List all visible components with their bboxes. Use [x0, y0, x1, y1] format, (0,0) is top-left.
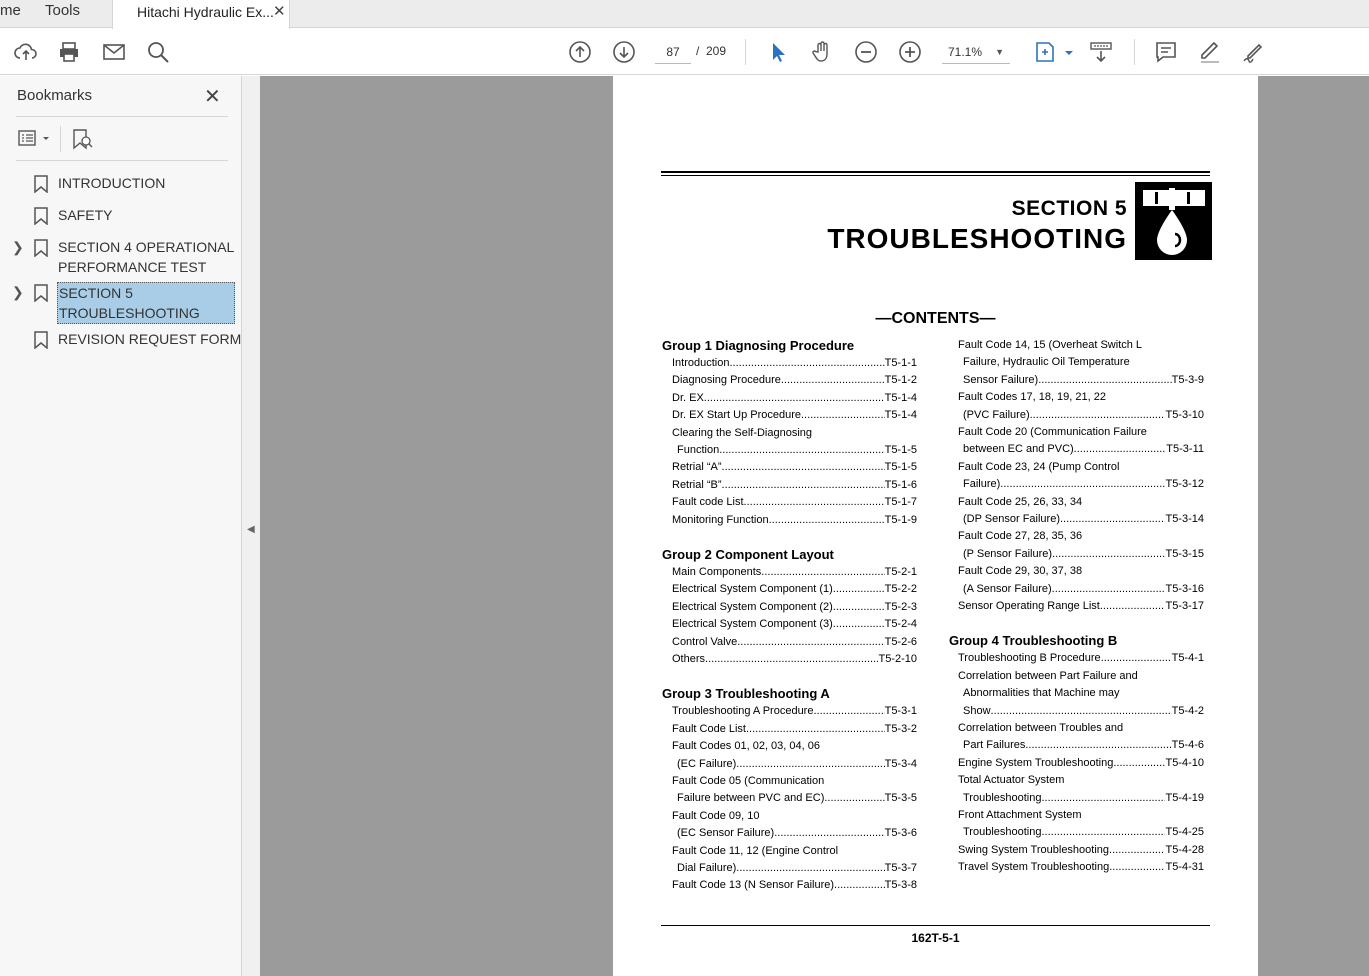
toc-leader-dots	[1101, 651, 1172, 665]
toc-entry[interactable]	[672, 495, 917, 509]
toc-page-ref: T5-3-4	[884, 757, 917, 770]
divider	[16, 116, 228, 117]
toc-leader-dots	[722, 460, 885, 474]
toc-entry-text: Fault Code 11, 12 (Engine Control	[672, 844, 839, 857]
chevron-right-icon[interactable]: ❯	[12, 284, 24, 300]
toc-entry-text: Fault Code 09, 10	[672, 809, 760, 822]
toc-page-ref: T5-4-28	[1165, 843, 1204, 856]
bookmark-icon	[34, 331, 48, 349]
divider	[60, 126, 61, 152]
toc-entry[interactable]	[958, 599, 1204, 613]
toc-entry-text: (EC Failure)	[677, 757, 737, 770]
toc-leader-dots	[761, 565, 884, 579]
bookmarks-title: Bookmarks	[17, 87, 93, 104]
toc-entry-text: Show	[963, 704, 991, 717]
tab-document-label: Hitachi Hydraulic Ex...	[137, 4, 274, 20]
toc-entry[interactable]	[672, 356, 917, 370]
toc-entry-text: Electrical System Component (2)	[672, 600, 833, 613]
toc-entry-text: (DP Sensor Failure)	[963, 513, 1060, 525]
add-bookmark-icon[interactable]	[71, 128, 93, 150]
toc-leader-dots	[833, 582, 885, 596]
toc-entry-text: Troubleshooting	[963, 791, 1042, 804]
toc-leader-dots	[705, 652, 878, 666]
toc-leader-dots	[824, 791, 884, 805]
toc-page-ref: T5-4-6	[1171, 739, 1204, 752]
bookmark-options-icon[interactable]	[17, 128, 51, 150]
toc-entry-text: Troubleshooting	[963, 826, 1042, 839]
toc-page-ref: T5-3-8	[884, 879, 917, 892]
bookmark-item-introduction[interactable]	[0, 173, 242, 197]
toc-group-title: Group 1 Diagnosing Procedure	[662, 338, 855, 353]
toc-leader-dots	[737, 635, 884, 649]
toc-entry-text: Failure)	[963, 478, 1001, 491]
search-icon[interactable]	[146, 40, 170, 64]
toc-entry-text: Electrical System Component (3)	[672, 618, 833, 631]
toc-entry-text: Correlation between Part Failure and	[958, 669, 1138, 682]
toolbar-divider	[1134, 39, 1135, 65]
toc-page-ref: T5-1-2	[884, 374, 917, 387]
toc-page-ref: T5-1-4	[884, 409, 917, 422]
toc-entry[interactable]	[963, 512, 1204, 526]
bookmark-icon	[34, 284, 48, 302]
tab-tools[interactable]: Tools	[45, 2, 81, 19]
toc-page-ref: T5-4-2	[1171, 704, 1204, 717]
toc-page-ref: T5-1-9	[884, 513, 917, 526]
toc-leader-dots	[991, 704, 1172, 718]
toc-leader-dots	[1060, 512, 1165, 526]
toc-page-ref: T5-3-12	[1165, 478, 1204, 491]
toc-page-ref: T5-1-4	[884, 391, 917, 404]
footer-rule	[661, 925, 1210, 926]
header-rule	[661, 171, 1210, 173]
bookmark-label: REVISION REQUEST FORM	[58, 331, 242, 347]
tab-home[interactable]: me	[0, 2, 21, 19]
collapse-arrow-icon: ◀	[247, 524, 255, 535]
zoom-out-icon[interactable]	[854, 40, 878, 64]
document-viewer[interactable]	[260, 76, 1369, 976]
toc-entry-text: Others	[672, 653, 706, 665]
upload-cloud-icon[interactable]	[14, 40, 38, 64]
toc-page-ref: T5-2-2	[884, 583, 917, 596]
toc-page-ref: T5-1-1	[884, 357, 917, 369]
toc-leader-dots	[736, 861, 884, 875]
toc-entry[interactable]	[672, 373, 917, 387]
toc-entry-text: Dr. EX	[672, 391, 704, 404]
toc-entry-text: Fault Code 14, 15 (Overheat Switch L	[958, 339, 1143, 351]
toc-page-ref: T5-3-17	[1165, 600, 1204, 612]
bookmark-item-revision-request-form[interactable]	[0, 329, 242, 353]
toc-page-ref: T5-3-2	[884, 722, 917, 735]
toc-page-ref: T5-1-5	[884, 461, 917, 474]
bookmark-icon	[34, 175, 48, 193]
bookmark-icon	[34, 207, 48, 225]
toc-leader-dots	[1074, 442, 1167, 456]
toc-entry[interactable]	[672, 565, 917, 579]
toc-entry[interactable]	[963, 791, 1204, 805]
toc-entry-text: Failure between PVC and EC)	[677, 792, 825, 805]
toc-leader-dots	[833, 617, 885, 631]
bookmark-item-safety[interactable]	[0, 205, 242, 229]
hand-tool-icon[interactable]	[810, 40, 834, 64]
toc-page-ref: T5-4-10	[1165, 756, 1204, 769]
toc-entry-text: Monitoring Function	[672, 513, 769, 526]
toc-leader-dots	[1000, 477, 1165, 491]
toc-page-ref: T5-3-1	[884, 705, 917, 718]
toc-leader-dots	[1100, 599, 1166, 613]
toc-entry[interactable]	[672, 617, 917, 631]
toc-entry[interactable]	[963, 373, 1204, 387]
toc-entry-text: Fault Code 20 (Communication Failure	[958, 426, 1147, 438]
toc-entry-text: (PVC Failure)	[963, 408, 1030, 421]
toc-leader-dots	[1052, 547, 1165, 561]
toc-page-ref: T5-4-19	[1165, 791, 1204, 804]
toolbar	[0, 29, 1369, 75]
toc-entry-text: Main Components	[672, 566, 762, 578]
toc-entry[interactable]	[963, 704, 1204, 718]
toc-entry[interactable]	[677, 791, 917, 805]
toc-entry[interactable]	[672, 652, 917, 666]
toc-page-ref: T5-2-1	[884, 566, 917, 578]
page-separator: /	[696, 44, 700, 58]
divider	[16, 160, 228, 161]
toc-entry-text: Function	[677, 444, 720, 456]
toc-group-title: Group 4 Troubleshooting B	[949, 633, 1118, 649]
toc-entry[interactable]	[672, 582, 917, 596]
toc-entry-text: Travel System Troubleshooting	[958, 861, 1110, 874]
toc-leader-dots	[1109, 860, 1165, 874]
toc-leader-dots	[769, 513, 885, 527]
print-icon[interactable]	[57, 40, 81, 64]
toc-leader-dots	[774, 826, 884, 840]
toc-page-ref: T5-3-6	[884, 827, 917, 840]
toc-entry-text: Fault Code 29, 30, 37, 38	[958, 565, 1083, 578]
toc-entry[interactable]	[958, 651, 1204, 665]
tab-bar	[0, 0, 1369, 28]
bookmarks-panel	[0, 76, 242, 976]
toc-leader-dots	[744, 495, 885, 509]
hydraulic-drop-logo	[1135, 182, 1212, 260]
toc-entry-text: Fault Code 27, 28, 35, 36	[958, 530, 1083, 543]
toc-entry[interactable]	[672, 722, 917, 736]
toc-entry[interactable]	[672, 704, 917, 718]
highlight-pen-icon[interactable]	[1198, 40, 1222, 64]
toc-leader-dots	[722, 478, 885, 492]
toc-entry-text: Fault Codes 01, 02, 03, 04, 06	[672, 740, 820, 753]
section-title: TROUBLESHOOTING	[827, 223, 1127, 254]
toc-entry[interactable]	[963, 547, 1204, 561]
toc-leader-dots	[1041, 791, 1165, 805]
toc-entry[interactable]	[672, 635, 917, 649]
toc-page-ref: T5-2-3	[884, 600, 917, 613]
toc-page-ref: T5-4-25	[1165, 826, 1204, 839]
toc-entry-text: Total Actuator System	[958, 774, 1065, 787]
toc-entry-text: between EC and PVC)	[963, 443, 1074, 456]
toc-page-ref: T5-3-7	[884, 862, 917, 874]
toc-leader-dots	[834, 878, 885, 892]
select-cursor-icon[interactable]	[766, 40, 790, 64]
bookmark-item-section-4[interactable]	[0, 237, 242, 281]
panel-collapse-handle[interactable]	[242, 76, 260, 976]
comment-icon[interactable]	[1154, 40, 1178, 64]
toc-leader-dots	[729, 356, 884, 370]
fit-page-chevron-icon[interactable]	[1057, 40, 1067, 64]
toc-group-title: Group 2 Component Layout	[662, 547, 834, 562]
contents-heading: —CONTENTS—	[875, 310, 996, 327]
toc-page-ref: T5-1-5	[884, 444, 917, 456]
toc-page-ref: T5-3-15	[1165, 547, 1204, 560]
toc-entry[interactable]	[677, 443, 917, 457]
toc-leader-dots	[1113, 756, 1165, 770]
toc-entry-text: Retrial “A”	[672, 461, 722, 474]
toc-page-ref: T5-2-4	[884, 618, 917, 631]
close-icon[interactable]: ✕	[204, 86, 221, 108]
toc-page-ref: T5-4-31	[1165, 861, 1204, 874]
toc-leader-dots	[1052, 582, 1166, 596]
toc-entry-text: Failure, Hydraulic Oil Temperature	[963, 356, 1130, 369]
toc-entry[interactable]	[963, 825, 1204, 839]
toc-leader-dots	[719, 443, 884, 457]
toc-leader-dots	[833, 600, 885, 614]
toc-entry[interactable]	[677, 861, 917, 875]
toc-entry[interactable]	[672, 513, 917, 527]
toc-entry[interactable]	[958, 860, 1204, 874]
toc-entry-text: Control Valve	[672, 635, 738, 648]
toc-entry-text: (EC Sensor Failure)	[677, 827, 775, 840]
sign-icon[interactable]	[1242, 40, 1266, 64]
close-tab-icon[interactable]: ✕	[273, 3, 286, 20]
section-number: SECTION 5	[1011, 197, 1127, 220]
toc-group-title: Group 3 Troubleshooting A	[662, 686, 830, 702]
toc-entry[interactable]	[958, 843, 1204, 857]
toc-entry[interactable]	[672, 408, 917, 422]
toc-entry-text: Sensor Operating Range List	[958, 600, 1100, 612]
toc-page-ref: T5-3-10	[1165, 408, 1204, 421]
toc-leader-dots	[781, 373, 885, 387]
bookmark-icon	[34, 239, 48, 257]
toc-entry[interactable]	[963, 408, 1204, 422]
header-rule	[661, 175, 1210, 176]
toc-page-ref: T5-2-6	[884, 635, 917, 648]
zoom-in-icon[interactable]	[898, 40, 922, 64]
toc-entry-text: Retrial “B”	[672, 478, 722, 491]
toc-page-ref: T5-4-1	[1171, 652, 1204, 665]
toc-entry-text: Troubleshooting A Procedure	[672, 705, 814, 718]
toc-entry-text: Fault Codes 17, 18, 19, 21, 22	[958, 391, 1106, 404]
bookmark-label: SAFETY	[58, 207, 113, 223]
toc-leader-dots	[704, 391, 885, 405]
toc-entry-text: Fault Code 23, 24 (Pump Control	[958, 460, 1120, 473]
zoom-level-select[interactable]	[942, 40, 1010, 64]
toc-page-ref: T5-1-6	[884, 478, 917, 491]
toolbar-divider	[745, 39, 746, 65]
toc-leader-dots	[1038, 373, 1171, 387]
toc-entry[interactable]	[963, 477, 1204, 491]
toc-entry-text: (P Sensor Failure)	[963, 547, 1053, 560]
toc-page-ref: T5-1-7	[884, 496, 917, 509]
bookmark-label: SECTION 5 TROUBLESHOOTING	[57, 282, 235, 324]
email-icon[interactable]	[102, 40, 126, 64]
page-total: 209	[706, 44, 727, 58]
toc-leader-dots	[801, 408, 885, 422]
toc-page-ref: T5-2-10	[878, 653, 917, 665]
bookmark-label: SECTION 4 OPERATIONAL PERFORMANCE TEST	[58, 239, 234, 275]
fit-page-icon[interactable]	[1033, 40, 1057, 64]
toc-leader-dots	[1109, 843, 1165, 857]
tab-document[interactable]	[112, 0, 290, 29]
toc-entry[interactable]	[672, 478, 917, 492]
chevron-right-icon[interactable]: ❯	[12, 239, 24, 255]
toc-entry-text: Introduction	[672, 357, 730, 369]
pdf-page	[613, 76, 1258, 976]
toc-entry-text: Diagnosing Procedure	[672, 374, 781, 387]
zoom-level-value: 71.1%	[948, 45, 983, 59]
toc-entry-text: Fault Code List	[672, 722, 746, 735]
toc-leader-dots	[813, 704, 884, 718]
toc-entry[interactable]	[963, 582, 1204, 596]
bookmark-item-section-5[interactable]	[0, 282, 242, 324]
toc-entry-text: Electrical System Component (1)	[672, 583, 833, 596]
toc-entry-text: Fault Code 13 (N Sensor Failure)	[672, 879, 835, 892]
toc-entry-text: (A Sensor Failure)	[963, 582, 1052, 595]
toc-entry[interactable]	[672, 460, 917, 474]
toc-page-ref: T5-3-5	[884, 792, 917, 805]
toc-entry-text: Fault code List	[672, 496, 744, 509]
toc-entry-text: Sensor Failure)	[963, 373, 1039, 386]
toc-entry-text: Fault Code 05 (Communication	[672, 775, 825, 787]
page-number-input[interactable]: 87	[655, 40, 691, 64]
toc-page-ref: T5-3-9	[1171, 373, 1204, 386]
chevron-down-icon: ▼	[995, 47, 1004, 57]
toc-entry-text: Part Failures	[963, 739, 1026, 752]
toc-entry-text: Dr. EX Start Up Procedure	[672, 409, 801, 422]
toc-entry[interactable]	[677, 757, 917, 771]
toc-entry-text: Troubleshooting B Procedure	[958, 652, 1101, 665]
toc-entry[interactable]	[672, 391, 917, 405]
toc-leader-dots	[1041, 825, 1165, 839]
toc-page-ref: T5-3-16	[1165, 582, 1204, 595]
bookmark-label: INTRODUCTION	[58, 175, 166, 191]
toc-entry[interactable]	[672, 878, 917, 892]
toc-entry-text: Clearing the Self-Diagnosing	[672, 426, 813, 439]
toc-entry-text: Front Attachment System	[958, 809, 1082, 821]
toc-leader-dots	[1030, 408, 1166, 422]
toc-leader-dots	[746, 722, 885, 736]
toc-leader-dots	[736, 757, 884, 771]
toc-entry[interactable]	[958, 756, 1204, 770]
scroll-mode-icon[interactable]	[1089, 40, 1113, 64]
toc-entry-text: Swing System Troubleshooting	[958, 843, 1110, 856]
toc-entry[interactable]	[963, 738, 1204, 752]
next-page-icon[interactable]	[612, 40, 636, 64]
toc-entry-text: Dial Failure)	[677, 862, 737, 874]
toc-page-ref: T5-3-11	[1166, 443, 1204, 456]
page-footer: 162T-5-1	[911, 931, 960, 945]
toc-entry[interactable]	[963, 442, 1204, 456]
toc-entry-text: Fault Code 25, 26, 33, 34	[958, 495, 1083, 508]
toc-entry[interactable]	[677, 826, 917, 840]
toc-page-ref: T5-3-14	[1165, 513, 1204, 525]
toc-entry-text: Abnormalities that Machine may	[963, 687, 1120, 700]
toc-leader-dots	[1025, 738, 1171, 752]
toc-entry-text: Correlation between Troubles and	[958, 722, 1124, 734]
toc-entry[interactable]	[672, 600, 917, 614]
toc-entry-text: Engine System Troubleshooting	[958, 756, 1114, 769]
previous-page-icon[interactable]	[568, 40, 592, 64]
